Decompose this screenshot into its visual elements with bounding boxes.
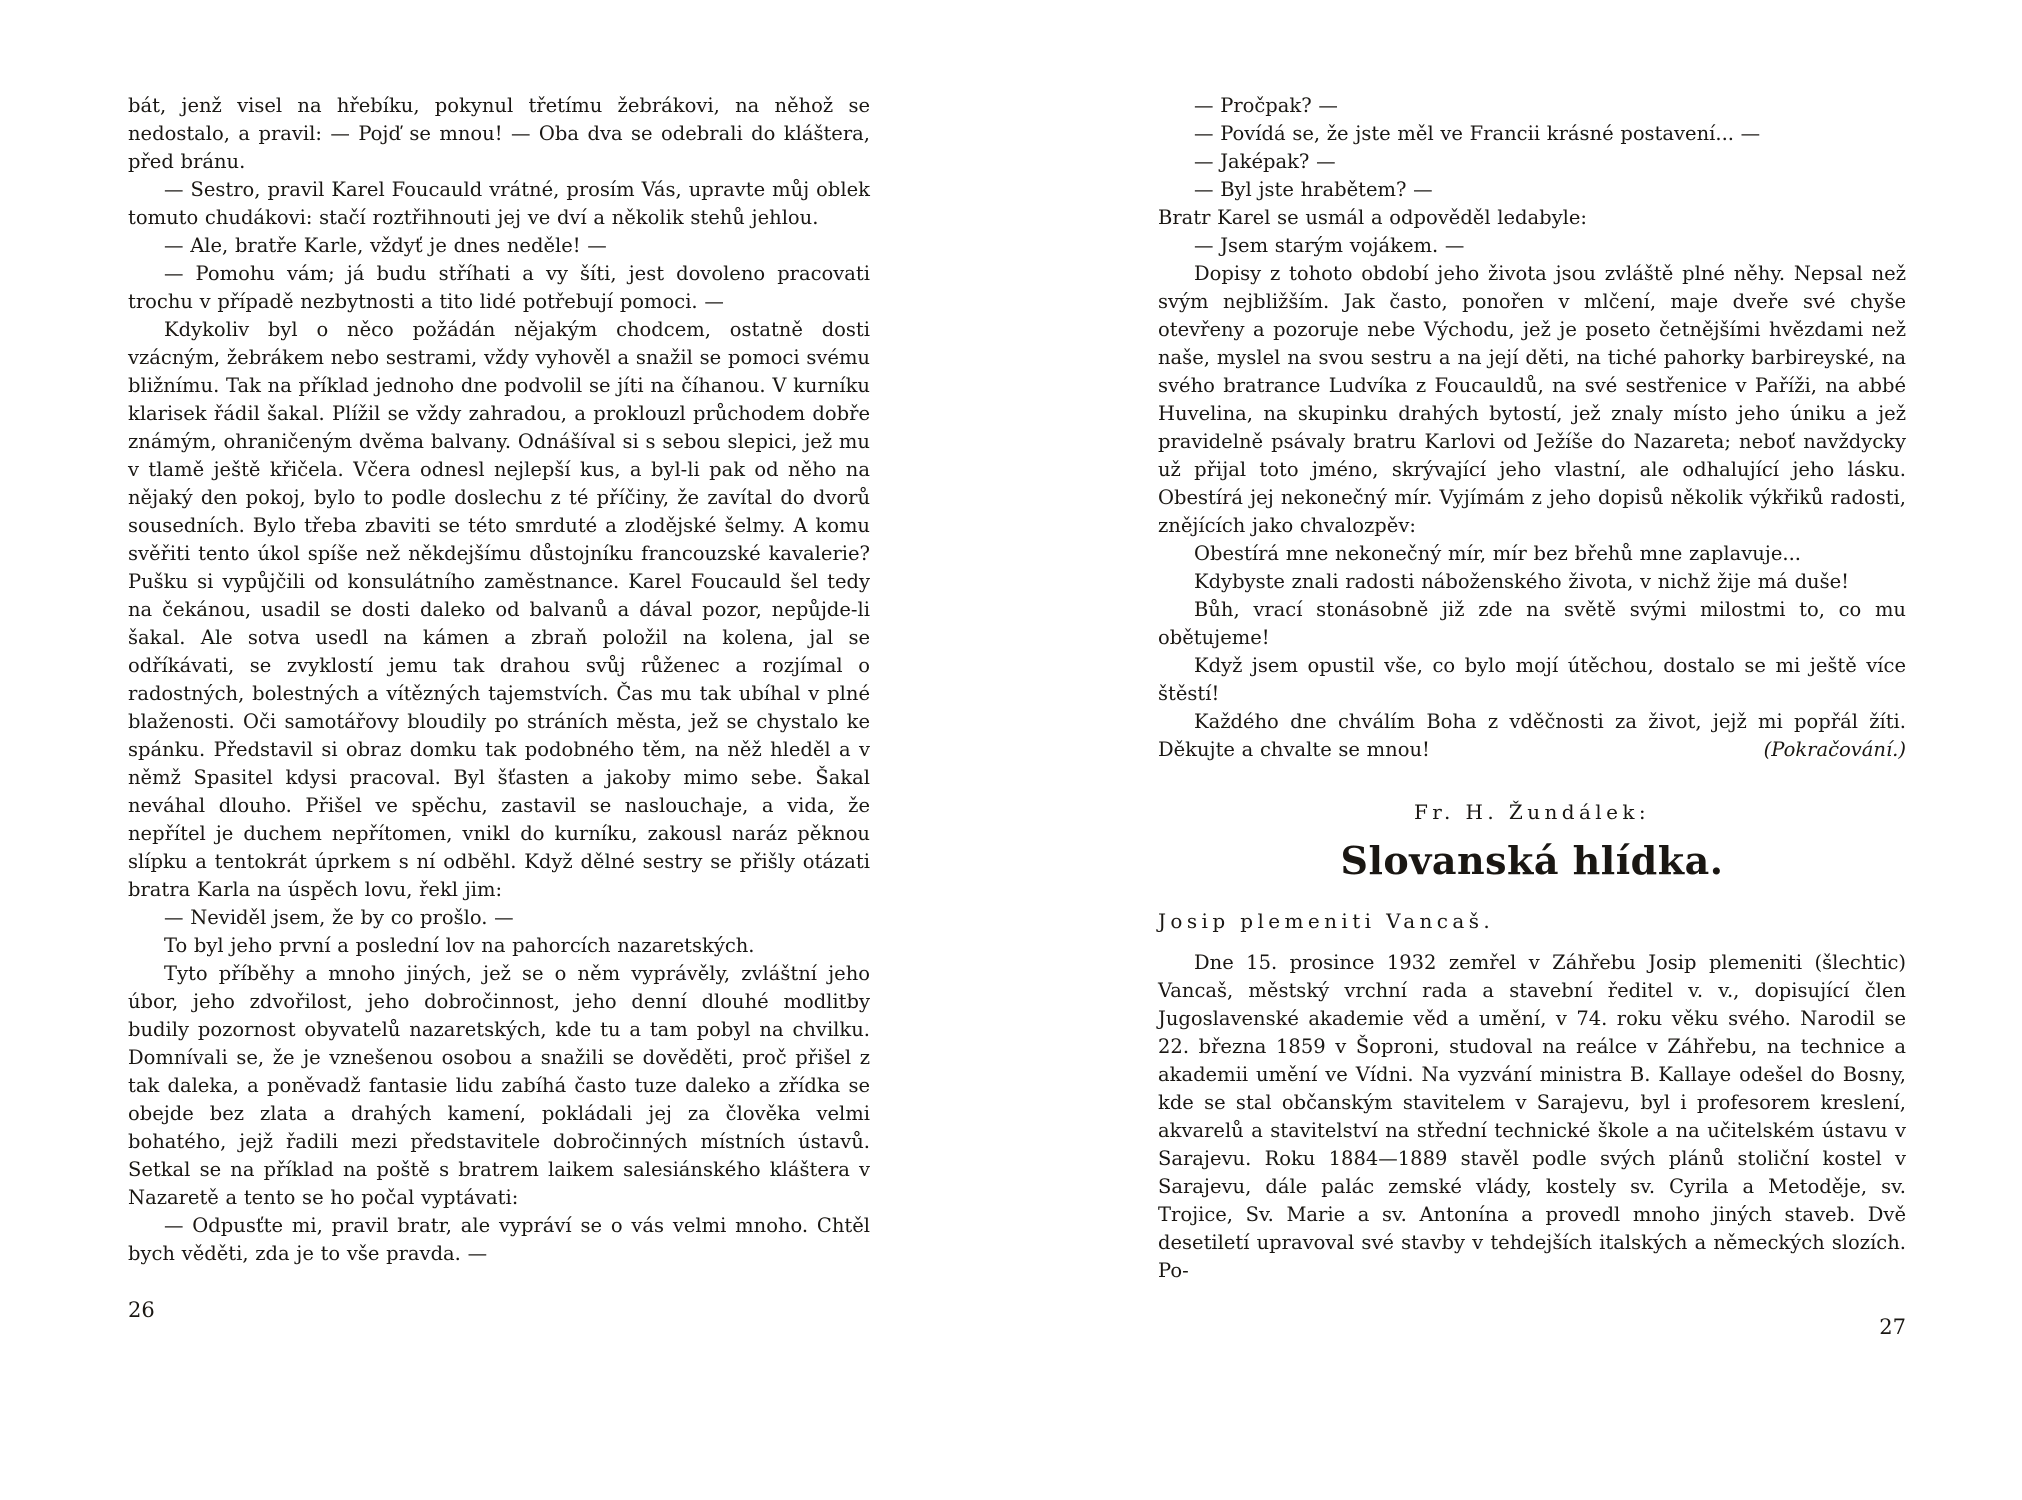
dialogue-line: — Jsem starým vojákem. — (1194, 234, 1465, 257)
quote-line: Obestírá mne nekonečný mír, mír bez břehů mne zaplavuje... (1194, 542, 1801, 565)
section-author: Fr. H. Žundálek: (1414, 800, 1650, 824)
page-right (1158, 92, 1906, 1339)
page-number: 27 (1879, 1315, 1906, 1339)
paragraph: Tyto příběhy a mnoho jiných, jež se o něm vyprávěly, zvláštní jeho úbor, jeho zdvořilost, jeho dobročinnost, jeho denní dlouhé modlitby budily pozornost obyvatelů nazaretských, kde tu a tam pobyl na chvilku. Domnívali se, že je vznešenou osobou a snažili se dověděti, proč přišel z tak daleka, a poněvadž fantasie lidu zabíhá často tuze daleko a zřídka se obejde bez zlata a drahých kamení, pokládali jej za člověka velmi bohatého, jejž řadili mezi představitele dobročinných místních ústavů. Setkal se na příklad na poště s bratrem laikem salesiánského kláštera v Nazaretě a tento se ho počal vyptávati: (128, 962, 870, 1209)
dialogue-line: — Povídá se, že jste měl ve Francii krásné postavení... — (1194, 122, 1761, 145)
dialogue-line: — Pročpak? — (1194, 94, 1338, 117)
section-subtitle: Josip plemeniti Vancaš. (1158, 909, 1495, 933)
paragraph: Dne 15. prosince 1932 zemřel v Záhřebu Josip plemeniti (šlechtic) Vancaš, městský vrchní rada a stavební ředitel v. v., dopisující člen Jugoslavenské akademie věd a umění, v 74. roku věku svého. Narodil se 22. března 1859 v Šoproni, studoval na reálce v Záhřebu, na technice a akademii umění ve Vídni. Na vyzvání ministra B. Kallaye odešel do Bosny, kde se stal občanským stavitelem v Sarajevu, byl i profesorem kreslení, akvarelů a stavitelství na střední technické škole a na učitelském ústavu v Sarajevu. Roku 1884—1889 stavěl podle svých plánů stoliční kostel v Sarajevu, dále palác zemské vlády, kostely sv. Cyrila a Metoděje, sv. Trojice, Sv. Marie a sv. Antonína a provedl mnoho jiných staveb. Dvě desetiletí upravoval své stavby v tehdejších italských a německých slozích. Po- (1158, 951, 1906, 1282)
dialogue-line: — Pomohu vám; já budu stříhati a vy šíti, jest dovoleno pracovati trochu v případě nezbytnosti a tito lidé potřebují pomoci. — (128, 262, 870, 313)
quote-line (1158, 708, 1906, 764)
quote-line: Bůh, vrací stonásobně již zde na světě svými milostmi to, co mu obětujeme! (1158, 598, 1906, 649)
quote-line: Když jsem opustil vše, co bylo mojí útěchou, dostalo se mi ještě více štěstí! (1158, 654, 1906, 705)
paragraph: bát, jenž visel na hřebíku, pokynul třetímu žebrákovi, na něhož se nedostalo, a pravil: — Pojď se mnou! — Oba dva se odebrali do kláštera, před bránu. (128, 94, 870, 173)
section-title: Slovanská hlídka. (1340, 838, 1724, 883)
paragraph: Dopisy z tohoto období jeho života jsou zvláště plné něhy. Nepsal než svým nejbližším. Jak často, ponořen v mlčení, maje dveře své chyše otevřeny a pozoruje nebe Východu, jež je poseto četnějšími hvězdami než naše, myslel na svou sestru a na její děti, na tiché pahorky barbireyské, na svého bratrance Ludvíka z Foucauldů, na své sestřenice v Paříži, na abbé Huvelina, na skupinku drahých bytostí, jež znaly místo jeho úniku a jež pravidelně psávaly bratru Karlovi od Ježíše do Nazareta; neboť navždycky už přijal toto jméno, skrývající jeho vlastní, ale odhalující jeho lásku. Obestírá jej nekonečný mír. Vyjímám z jeho dopisů několik výkřiků radosti, znějících jako chvalozpěv: (1158, 262, 1906, 537)
continuation-note: (Pokračování.) (1763, 738, 1906, 761)
quote-line: Kdybyste znali radosti náboženského života, v nichž žije má duše! (1194, 570, 1849, 593)
paragraph: Kdykoliv byl o něco požádán nějakým chodcem, ostatně dosti vzácným, žebrákem nebo sestrami, vždy vyhověl a snažil se pomoci svému bližnímu. Tak na příklad jednoho dne podvolil se jíti na číhanou. V kurníku klarisek řádil šakal. Plížil se vždy zahradou, a proklouzl průchodem dobře známým, ohraničeným dvěma balvany. Odnášíval si s sebou slepici, jež mu v tlamě ještě křičela. Včera odnesl nejlepší kus, a byl-li pak od něho na nějaký den pokoj, bylo to podle doslechu z té příčiny, že zavítal do dvorů sousedních. Bylo třeba zbaviti se této smrduté a zlodějské šelmy. A komu svěřiti tento úkol spíše než někdejšímu důstojníku francouzské kavalerie? Pušku si vypůjčili od konsulátního zaměstnance. Karel Foucauld šel tedy na čekánou, usadil se dosti daleko od balvanů a dával pozor, nepůjde-li šakal. Ale sotva usedl na kámen a zbraň položil na kolena, jal se odříkávati, se zvyklostí jemu tak drahou svůj růženec a rozjímal o radostných, bolestných a vítězných tajemstvích. Čas mu tak ubíhal v plné blaženosti. Oči samotářovy bloudily po stráních města, jež se chystalo ke spánku. Představil si obraz domku tak podobného těm, na něž hleděl a v němž Spasitel kdysi pracoval. Byl šťasten a jakoby mimo sebe. Šakal neváhal dlouho. Přišel ve spěchu, zastavil se naslouchaje, a vida, že nepřítel je duchem nepřítomen, vnikl do kurníku, zakousl naráz pěknou slípku a tentokrát úprkem s ní odběhl. Když dělné sestry se přišly otázati bratra Karla na úspěch lovu, řekl jim: (128, 318, 870, 901)
paragraph: — Sestro, pravil Karel Foucauld vrátné, prosím Vás, upravte můj oblek tomuto chudákovi: stačí roztřihnouti jej ve dví a několik stehů jehlou. (128, 178, 870, 229)
dialogue-line: — Jaképak? — (1194, 150, 1336, 173)
dialogue-line: — Neviděl jsem, že by co prošlo. — (164, 906, 514, 929)
dialogue-line: — Byl jste hrabětem? — (1194, 178, 1433, 201)
paragraph: To byl jeho první a poslední lov na pahorcích nazaretských. (164, 934, 755, 957)
paragraph: Bratr Karel se usmál a odpověděl ledabyle: (1158, 206, 1588, 229)
paragraph-text: Každého dne chválím Boha z vděčnosti za život, jejž mi popřál žíti. Děkujte a chvalte se mnou! (1158, 710, 1906, 761)
dialogue-line: — Ale, bratře Karle, vždyť je dnes neděle! — (164, 234, 607, 257)
dialogue-line: — Odpusťte mi, pravil bratr, ale vypráví se o vás velmi mnoho. Chtěl bych věděti, zda je to vše pravda. — (128, 1214, 870, 1265)
page-left (128, 92, 870, 1322)
page-number: 26 (128, 1298, 155, 1322)
